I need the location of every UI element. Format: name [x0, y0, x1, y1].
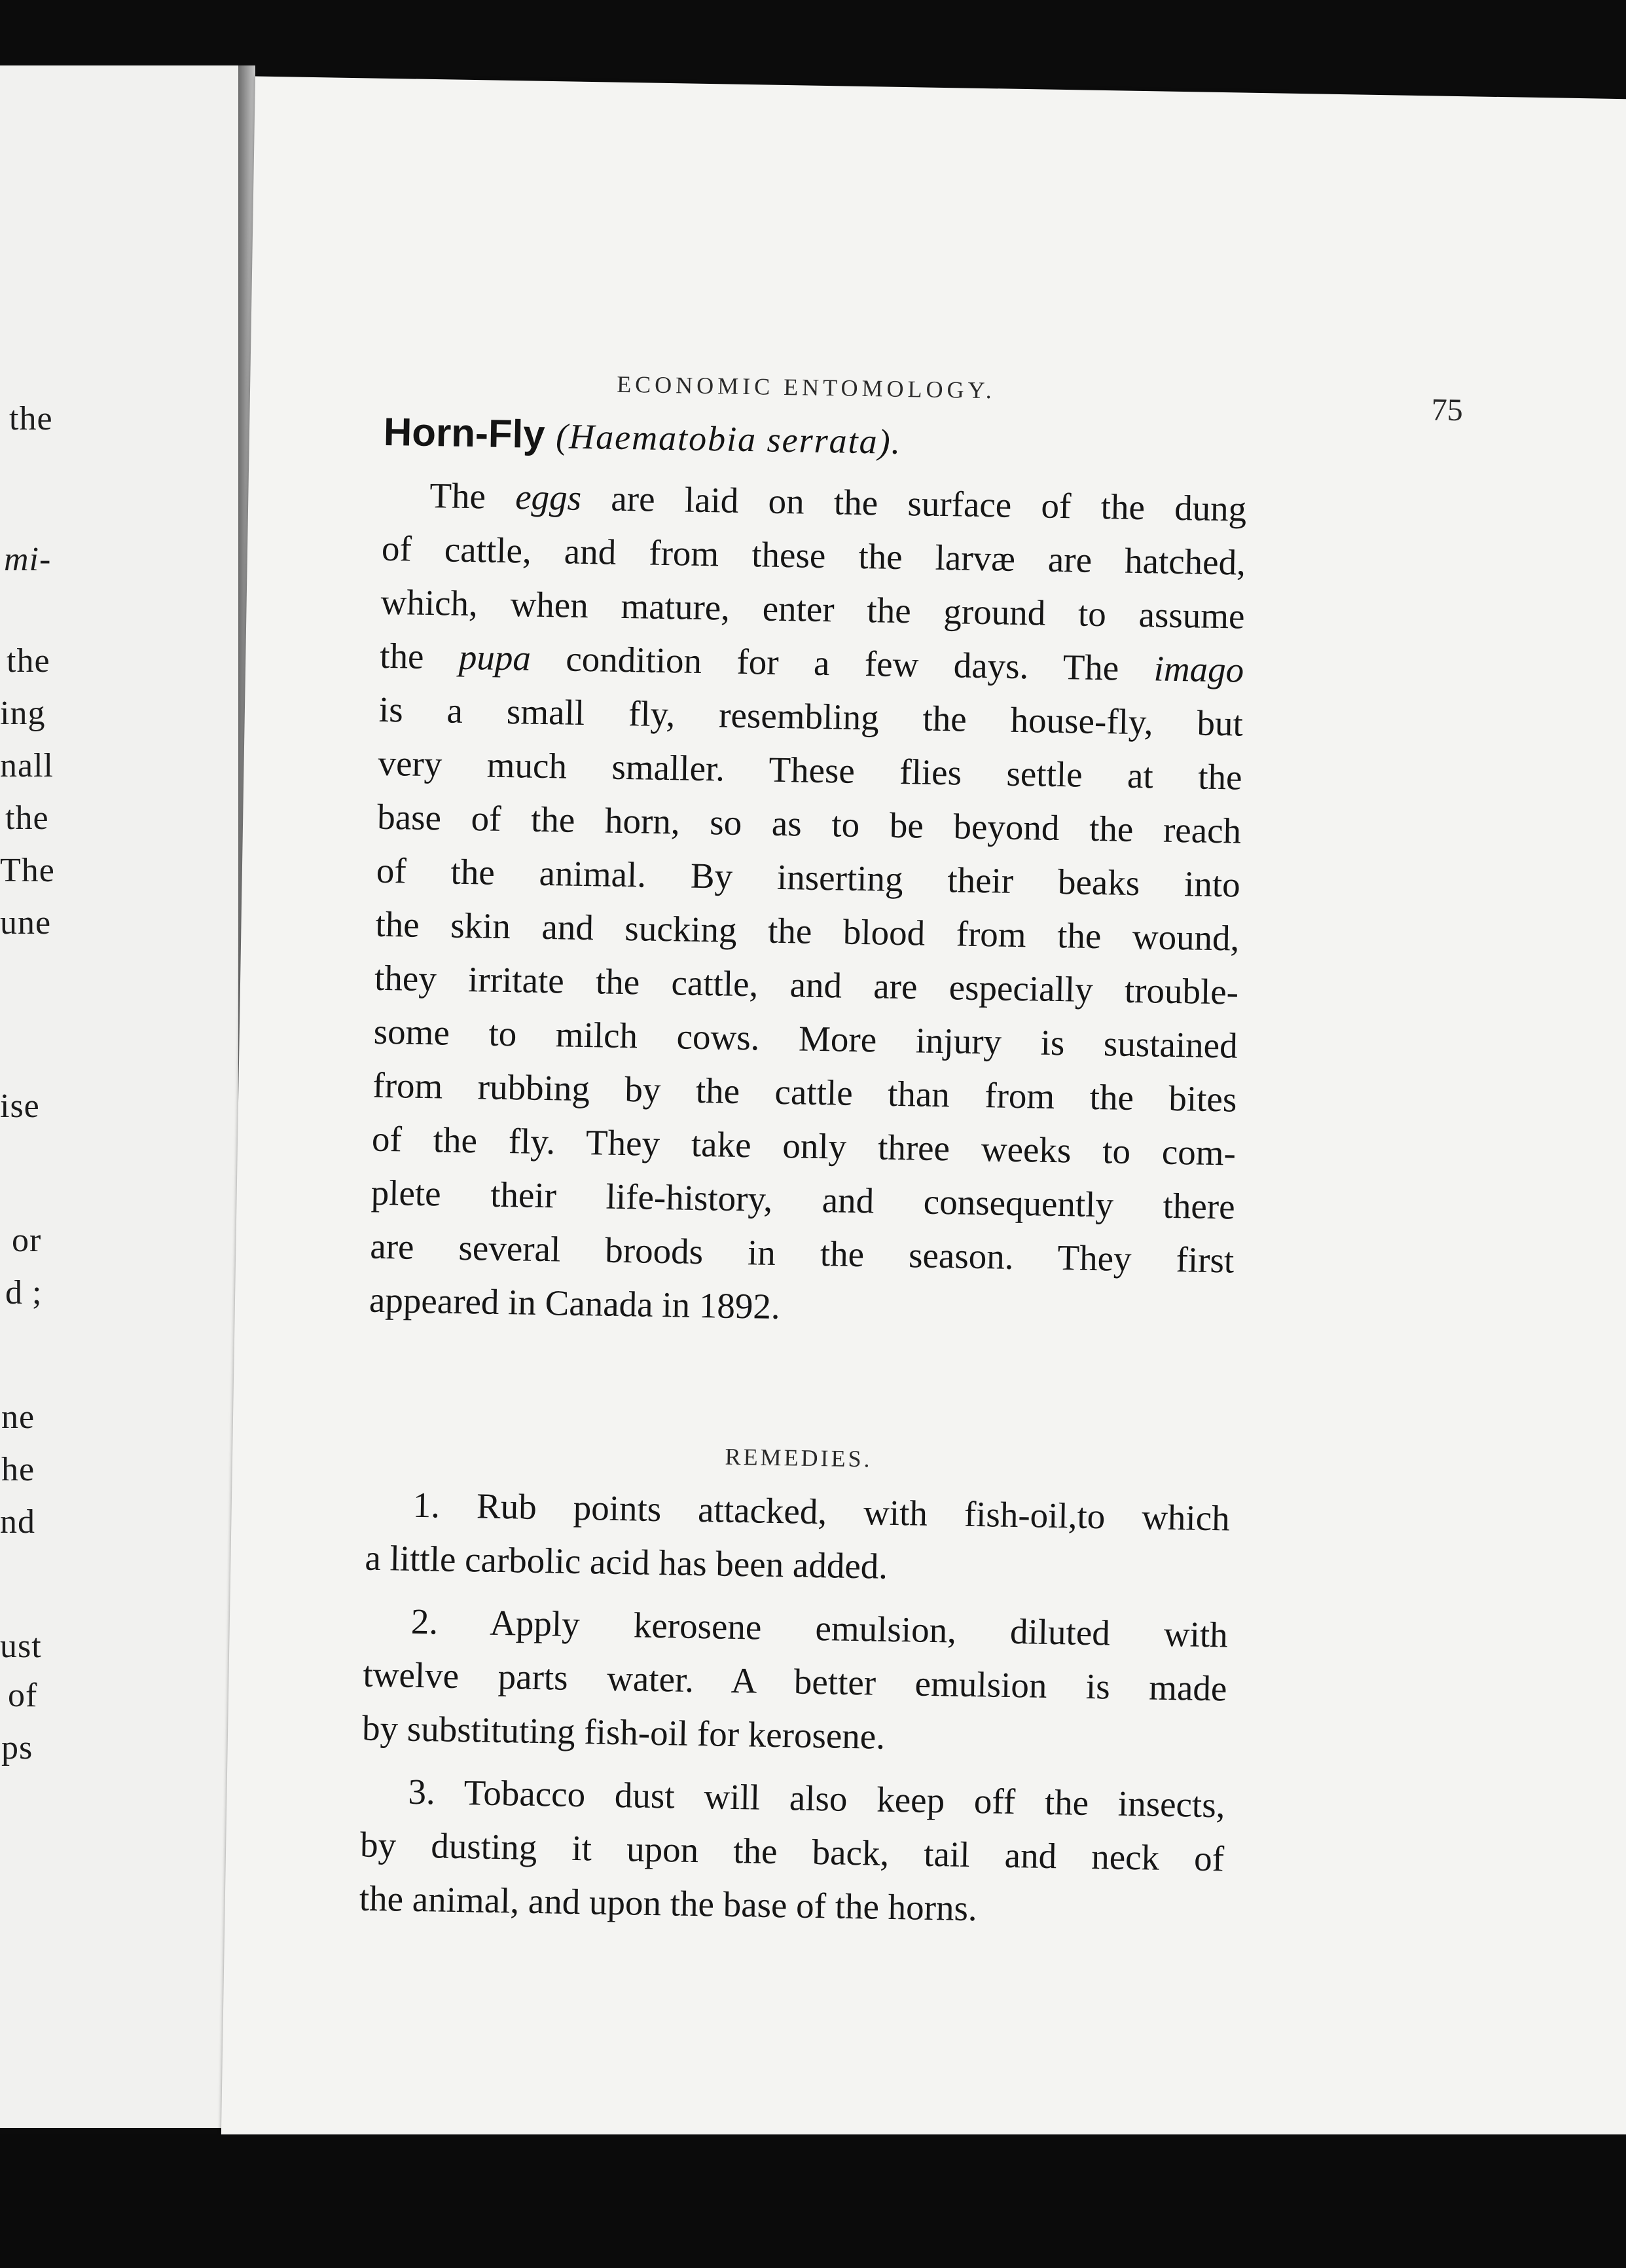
- paragraph-line: appeared in Canada in 1892.: [369, 1279, 781, 1327]
- left-fragment: ing: [0, 695, 46, 732]
- paragraph-line: base of the horn, so as to be beyond the reach: [376, 796, 1242, 851]
- remedies-heading: REMEDIES.: [725, 1443, 873, 1472]
- remedy-2-line: 2. Apply kerosene emulsion, diluted with: [410, 1601, 1229, 1655]
- left-fragment: ise: [0, 1088, 40, 1125]
- paragraph-line: which, when mature, enter the ground to assume: [380, 581, 1246, 636]
- left-fragment: nall: [0, 747, 54, 784]
- left-fragment: The: [0, 852, 55, 889]
- paragraph-line: of the animal. By inserting their beaks into: [376, 850, 1241, 905]
- left-fragment: of: [8, 1677, 38, 1714]
- running-head: ECONOMIC ENTOMOLOGY.: [616, 371, 996, 404]
- book-page: [162, 75, 1626, 2194]
- left-fragment: the: [7, 642, 50, 680]
- page-number: 75: [1431, 392, 1464, 428]
- paragraph-line: from rubbing by the cattle than from the bites: [372, 1065, 1237, 1120]
- title-name: Horn-Fly: [383, 409, 546, 456]
- left-fragment: nd: [0, 1503, 35, 1541]
- left-fragment: une: [0, 904, 52, 942]
- paragraph-line: are several broods in the season. They first: [369, 1226, 1235, 1281]
- paragraph-line: plete their life-history, and consequently there: [370, 1172, 1236, 1227]
- remedy-3-line: by dusting it upon the back, tail and neck of: [359, 1824, 1225, 1879]
- paragraph-line: The eggs are laid on the surface of the dung: [429, 475, 1247, 529]
- paragraph-line: very much smaller. These flies settle at the: [378, 742, 1242, 797]
- left-fragment: he: [1, 1451, 35, 1488]
- left-fragment: mi-: [4, 541, 52, 578]
- paragraph-line: is a small fly, resembling the house-fly, but: [378, 689, 1244, 744]
- remedy-1-line: 1. Rub points attacked, with fish-oil,to which: [412, 1484, 1231, 1539]
- scanner-background: [0, 2134, 1626, 2268]
- left-fragment: ps: [1, 1729, 33, 1766]
- remedy-2-line: by substituting fish-oil for kerosene.: [361, 1708, 886, 1757]
- title-scientific-name: (Haematobia serrata).: [555, 416, 902, 462]
- remedy-2-line: twelve parts water. A better emulsion is made: [363, 1654, 1227, 1709]
- paragraph-line: the pupa condition for a few days. The imago: [379, 635, 1244, 690]
- paragraph-line: the skin and sucking the blood from the wound,: [375, 904, 1240, 959]
- remedy-3-line: the animal, and upon the base of the horns.: [359, 1878, 978, 1929]
- left-fragment: d ;: [5, 1274, 43, 1311]
- paragraph-line: some to milch cows. More injury is sustained: [373, 1011, 1238, 1066]
- left-fragment: the: [9, 400, 53, 437]
- left-fragment: the: [5, 799, 49, 837]
- left-fragment: ne: [1, 1399, 35, 1436]
- left-fragment: or: [12, 1222, 42, 1259]
- paragraph-line: of cattle, and from these the larvæ are hatched,: [381, 528, 1246, 583]
- remedy-3-line: 3. Tobacco dust will also keep off the insects,: [408, 1771, 1225, 1825]
- left-fragment: ust: [0, 1628, 42, 1665]
- paragraph-line: of the fly. They take only three weeks to com-: [371, 1118, 1237, 1173]
- paragraph-line: they irritate the cattle, and are especially trouble-: [374, 957, 1239, 1012]
- remedy-1-line: a little carbolic acid has been added.: [364, 1537, 888, 1586]
